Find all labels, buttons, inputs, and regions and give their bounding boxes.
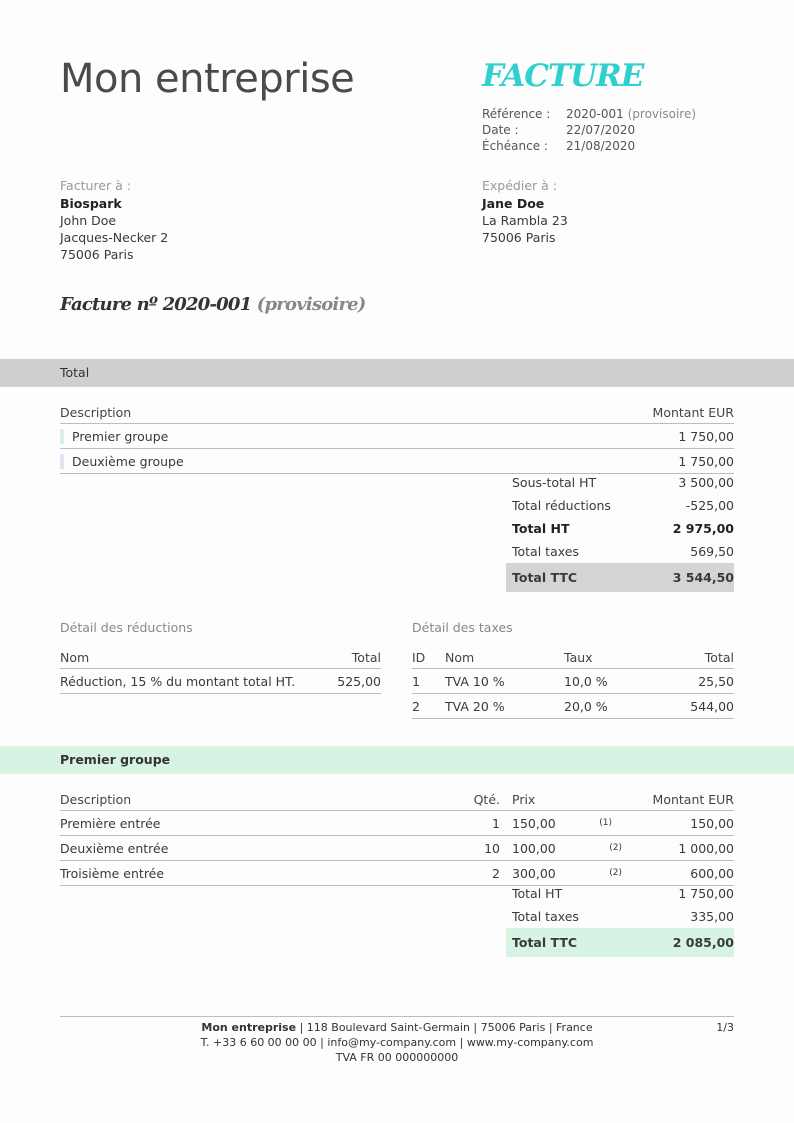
summary-value: 2 975,00 <box>672 521 734 536</box>
meta-reference-status: (provisoire) <box>627 107 697 121</box>
item-price: 100,00 <box>512 840 556 856</box>
bill-to-block <box>60 177 168 263</box>
table-row <box>60 811 734 835</box>
tax-total: 25,50 <box>698 673 734 689</box>
group-col-qty: Qté. <box>473 791 500 807</box>
summary-value: -525,00 <box>685 498 734 513</box>
group-col-amount: Montant EUR <box>652 791 734 807</box>
item-amount: 600,00 <box>690 865 734 881</box>
divider <box>60 693 381 694</box>
tax-rate: 10,0 % <box>564 673 608 689</box>
item-amount: 1 000,00 <box>678 840 734 856</box>
item-qty: 10 <box>484 840 500 856</box>
group-name: Premier groupe <box>72 428 169 444</box>
meta-date-label: Date : <box>482 123 519 137</box>
total-col-amount: Montant EUR <box>652 404 734 420</box>
bill-to-city: 75006 Paris <box>60 247 134 262</box>
invoice-meta <box>482 106 696 154</box>
tax-rate: 20,0 % <box>564 698 608 714</box>
ship-to-label: Expédier à : <box>482 178 557 193</box>
group-summary <box>506 882 734 957</box>
item-qty: 1 <box>492 815 500 831</box>
page-footer <box>60 1016 734 1065</box>
summary-value: 335,00 <box>690 909 734 924</box>
group-table <box>60 788 734 886</box>
footer-address-line <box>60 1020 734 1035</box>
tax-col-rate: Taux <box>564 649 593 665</box>
bill-to-street: Jacques-Necker 2 <box>60 230 169 245</box>
item-description: Première entrée <box>60 815 161 831</box>
tax-id: 2 <box>412 698 420 714</box>
tax-col-id: ID <box>412 649 426 665</box>
page-number: 1/3 <box>716 1021 734 1034</box>
item-tax-ref: (1) <box>599 818 612 828</box>
summary-label: Total taxes <box>512 909 579 924</box>
meta-reference-value: 2020-001 <box>566 107 624 121</box>
group-table-header <box>60 788 734 810</box>
table-row <box>412 694 734 718</box>
discount-total: 525,00 <box>337 673 381 689</box>
tax-details <box>412 620 734 719</box>
group-amount: 1 750,00 <box>678 428 734 444</box>
item-description: Deuxième entrée <box>60 840 169 856</box>
meta-date <box>482 122 696 138</box>
footer-address: | 118 Boulevard Saint-Germain | 75006 Paris | France <box>296 1021 593 1034</box>
footer-company: Mon entreprise <box>201 1021 297 1034</box>
group-ttc-row <box>506 928 734 957</box>
invoice-heading-status: (provisoire) <box>256 294 366 315</box>
item-price: 150,00 <box>512 815 556 831</box>
bill-to-name: Biospark <box>60 196 122 211</box>
summary-row <box>506 494 734 517</box>
discount-details <box>60 620 381 694</box>
group-col-price: Prix <box>512 791 536 807</box>
ship-to-street: La Rambla 23 <box>482 213 568 228</box>
footer-vat: TVA FR 00 000000000 <box>335 1051 459 1064</box>
discount-col-name: Nom <box>60 649 90 665</box>
table-row <box>412 669 734 693</box>
summary-row <box>506 882 734 905</box>
ship-to-city: 75006 Paris <box>482 230 556 245</box>
summary-label: Total HT <box>512 886 563 901</box>
summary-label: Total taxes <box>512 544 579 559</box>
table-row <box>60 669 381 693</box>
item-description: Troisième entrée <box>60 865 165 881</box>
total-table <box>60 401 734 474</box>
bill-to-label: Facturer à : <box>60 178 131 193</box>
item-price: 300,00 <box>512 865 556 881</box>
summary-label: Total HT <box>512 521 570 536</box>
tax-col-name: Nom <box>445 649 475 665</box>
total-col-description: Description <box>60 404 132 420</box>
summary-value: 3 500,00 <box>678 475 734 490</box>
bill-to-contact: John Doe <box>60 213 117 228</box>
tax-col-total: Total <box>704 649 734 665</box>
meta-due-value: 21/08/2020 <box>566 139 636 153</box>
meta-due <box>482 138 696 154</box>
tax-title: Détail des taxes <box>412 620 513 635</box>
ship-to-block <box>482 177 568 246</box>
total-table-header <box>60 401 734 423</box>
group-section-band: Premier groupe <box>0 746 794 774</box>
total-section-band: Total <box>0 359 794 387</box>
summary-row <box>506 517 734 540</box>
meta-reference-label: Référence : <box>482 107 551 121</box>
invoice-heading <box>60 294 366 315</box>
tax-total: 544,00 <box>690 698 734 714</box>
summary-row <box>506 540 734 563</box>
summary-value: 1 750,00 <box>678 886 734 901</box>
group-color-marker <box>60 429 64 444</box>
tax-name: TVA 10 % <box>445 673 505 689</box>
total-ttc-value: 3 544,50 <box>672 570 734 585</box>
tax-id: 1 <box>412 673 420 689</box>
table-row <box>60 424 734 448</box>
discount-col-total: Total <box>351 649 381 665</box>
total-summary <box>506 471 734 592</box>
item-tax-ref: (2) <box>609 843 622 853</box>
total-ttc-label: Total TTC <box>512 570 578 585</box>
invoice-heading-text: Facture nº 2020-001 <box>60 294 252 315</box>
discount-name: Réduction, 15 % du montant total HT. <box>60 673 296 689</box>
meta-date-value: 22/07/2020 <box>566 123 636 137</box>
meta-reference <box>482 106 696 122</box>
summary-label: Total réductions <box>512 498 611 513</box>
group-color-marker <box>60 454 64 469</box>
document-title: FACTURE <box>482 58 644 94</box>
summary-row <box>506 471 734 494</box>
group-amount: 1 750,00 <box>678 453 734 469</box>
ship-to-name: Jane Doe <box>482 196 545 211</box>
discount-title: Détail des réductions <box>60 620 193 635</box>
summary-row <box>506 905 734 928</box>
group-col-description: Description <box>60 791 132 807</box>
company-name: Mon entreprise <box>60 56 355 102</box>
table-row <box>60 449 734 473</box>
item-tax-ref: (2) <box>609 868 622 878</box>
footer-contact: T. +33 6 60 00 00 00 | info@my-company.com | www.my-company.com <box>200 1036 594 1049</box>
table-row <box>60 836 734 860</box>
summary-value: 569,50 <box>690 544 734 559</box>
summary-label: Sous-total HT <box>512 475 597 490</box>
divider <box>412 718 734 719</box>
group-name: Deuxième groupe <box>72 453 184 469</box>
tax-header <box>412 646 734 668</box>
discount-header <box>60 646 381 668</box>
tax-name: TVA 20 % <box>445 698 505 714</box>
group-ttc-label: Total TTC <box>512 935 578 950</box>
total-ttc-row <box>506 563 734 592</box>
item-amount: 150,00 <box>690 815 734 831</box>
group-ttc-value: 2 085,00 <box>672 935 734 950</box>
meta-due-label: Échéance : <box>482 139 548 153</box>
item-qty: 2 <box>492 865 500 881</box>
